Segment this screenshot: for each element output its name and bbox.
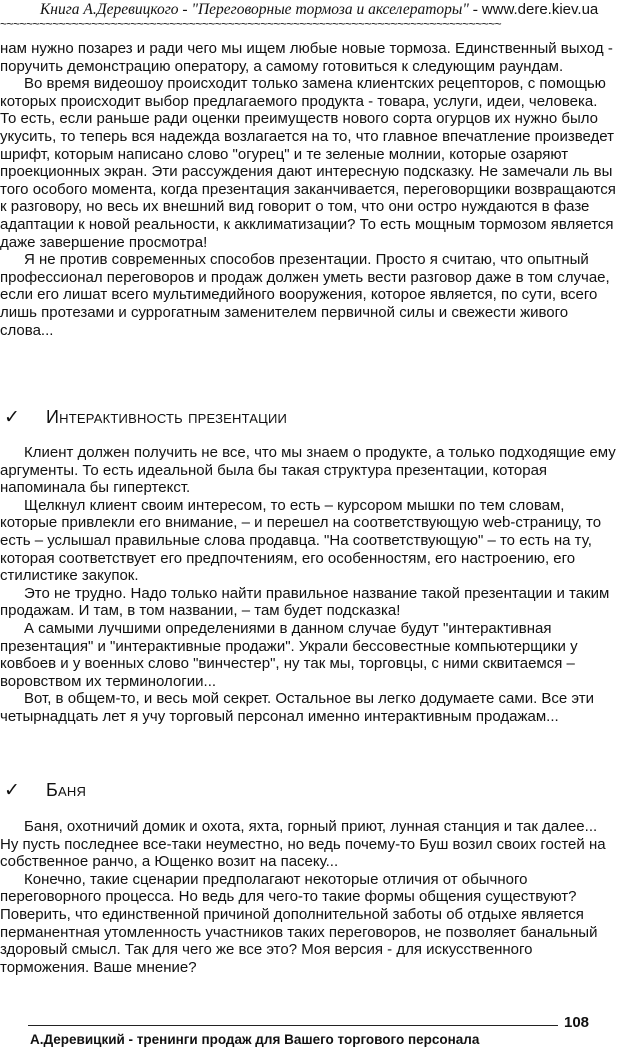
header-url[interactable]: www.dere.kiev.ua: [481, 1, 599, 18]
banya-section: [0, 818, 617, 976]
paragraph: Баня, охотничий домик и охота, яхта, горный приют, лунная станция и так далее... Ну пусть последнее все-таки неуместно, но ведь почему-то Буш возил своих гостей на собственное ранчо, а Ющенко возит на пасеку...: [0, 818, 606, 871]
paragraph: нам нужно позарез и ради чего мы ищем любые новые тормоза. Единственный выход - поручить демонстрацию оператору, а самому готовиться к следующим раундам.: [0, 40, 613, 75]
section-heading-banya: [4, 779, 86, 801]
checkmark-icon: ✓: [4, 407, 20, 428]
paragraph: Во время видеошоу происходит только замена клиентских рецепторов, с помощью которых происходит выбор предлагаемого продукта - товара, услуги, идеи, человека. То есть, если раньше ради оценки преимуществ нового сорта огурцов их нужно было укусить, то теперь вся надежда возлагается на то, что главное впечатление произведет шрифт, которым написано слово "огурец" и те зеленые молнии, которые озаряют проекционных экран. Эти рассуждения дают интересную подсказку. Не замечали ль вы того особого момента, когда презентация заканчивается, переговорщики возвращаются к разговору, но весь их внешний вид говорит о том, что они остро нуждаются в фазе адаптации к новой реальности, к акклиматизации? То есть мощным тормозом является даже завершение просмотра!: [0, 75, 616, 251]
header-separator: ~~~~~~~~~~~~~~~~~~~~~~~~~~~~~~~~~~~~~~~~~~~~~~~~~~~~~~~~~~~~~~~~~~~~~~~~~~~~~: [0, 18, 502, 30]
header-title: Книга А.Деревицкого - "Переговорные тормоза и акселераторы" -: [40, 1, 482, 18]
interactive-section: [0, 444, 617, 726]
section-title: Интерактивность презентации: [46, 407, 288, 427]
paragraph: Вот, в общем-то, и весь мой секрет. Остальное вы легко додумаете сами. Все эти четырнадцать лет я учу торговый персонал именно интерактивным продажам...: [0, 690, 594, 725]
running-header: [40, 1, 600, 19]
paragraph: Клиент должен получить не все, что мы знаем о продукте, а только подходящие ему аргументы. То есть идеальной была бы такая структура презентации, которая напоминала бы гипертекст.: [0, 444, 616, 497]
page-number: 108: [564, 1014, 590, 1031]
paragraph: Это не трудно. Надо только найти правильное название такой презентации и таким продажам. И там, в том названии, – там будет подсказка!: [0, 584, 610, 620]
paragraph: Я не против современных способов презентации. Просто я считаю, что опытный профессионал переговоров и продаж должен уметь вести разговор даже в том случае, если его лишат всего мультимедийного вооружения, которое является, по сути, всего лишь протезами и суррогатным заменителем первичной силы и свежести живого слова...: [0, 251, 610, 339]
section-heading-interactive: [4, 406, 287, 428]
section-title: Баня: [46, 780, 87, 800]
paragraph: Щелкнул клиент своим интересом, то есть – курсором мышки по тем словам, которые привлекли его внимание, – и перешел на соответствующую web-страницу, то есть – услышал правильные слова продавца. "На соответствующую" – то есть на ту, которая соответствует его предпочтениям, его особенностям, его настроению, его стилистике закупок.: [0, 496, 602, 585]
paragraph: Конечно, такие сценарии предполагают некоторые отличия от обычного переговорного процесса. Но ведь для чего-то такие формы общения существуют? Поверить, что единственной причиной дополнительной заботы об отдыхе является перманентная утомленность участников таких переговоров, не позволяет банальный здоровый смысл. Так для чего же все это? Моя версия - для искусственного торможения. Ваше мнение?: [0, 870, 598, 976]
footer-divider: [28, 1025, 558, 1026]
checkmark-icon: ✓: [4, 780, 20, 801]
intro-section: [0, 40, 617, 339]
paragraph: А самыми лучшими определениями в данном случае будут "интерактивная презентация" и "интерактивные продажи". Украли бессовестные компьютерщики у ковбоев и у военных слово "винчестер", ну так мы, торговцы, с ними сквитаемся – воровством их терминологии...: [0, 619, 578, 690]
footer-text: А.Деревицкий - тренинги продаж для Вашего торгового персонала: [30, 1032, 480, 1047]
